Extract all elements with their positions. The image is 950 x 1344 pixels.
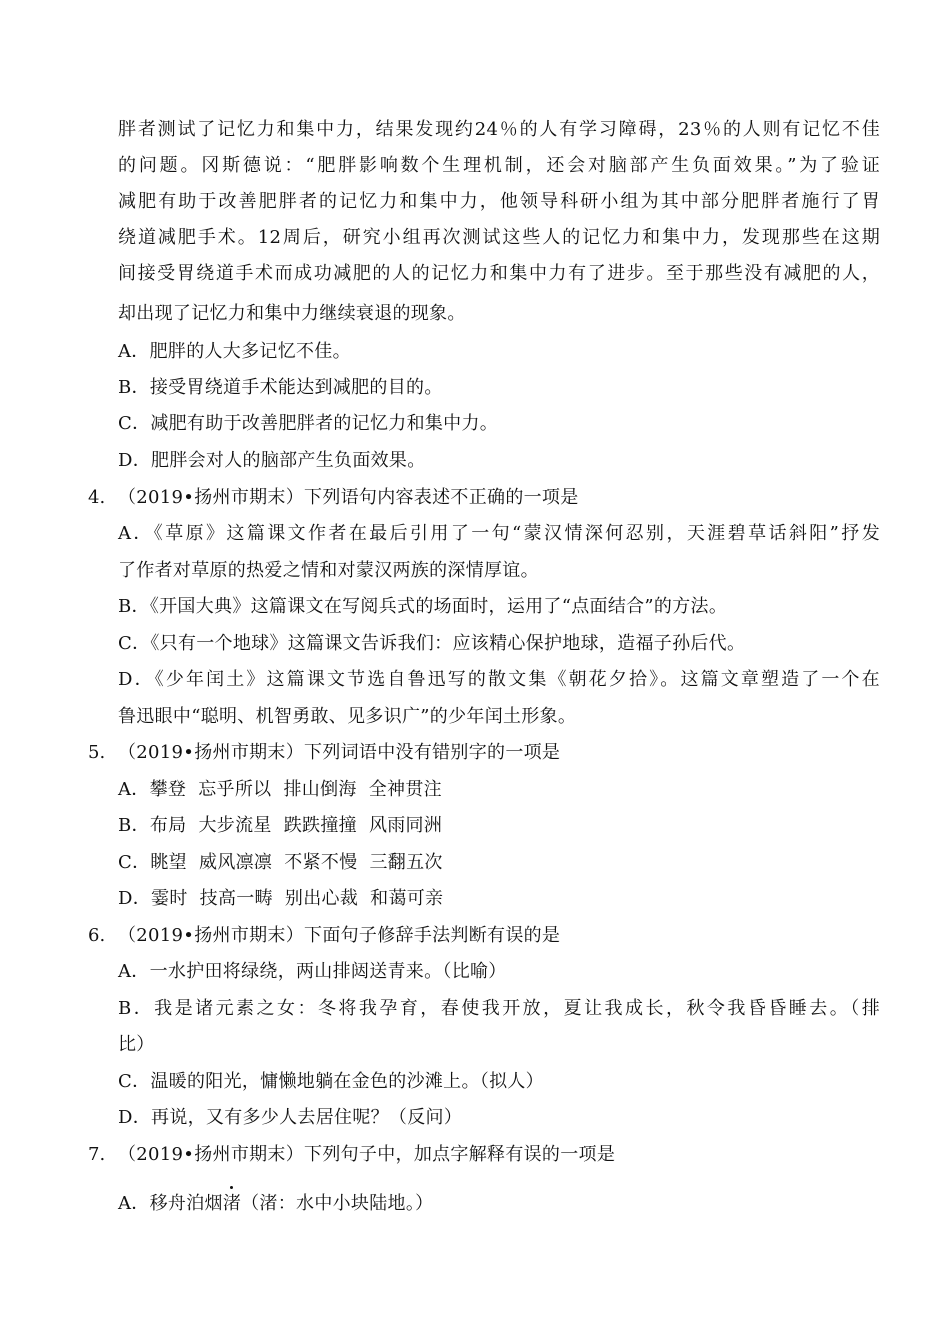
q5-number: 5.: [88, 742, 106, 763]
q6-option-b: B．我是诸元素之女：冬将我孕育，春使我开放，夏让我成长，秋令我昏昏睡去。（排: [118, 998, 880, 1019]
q6-number: 6.: [88, 925, 106, 946]
q3-option-b: B．接受胃绕道手术能达到减肥的目的。: [118, 377, 443, 398]
q6-option-a: A．一水护田将绿绕，两山排闼送青来。（比喻）: [118, 961, 507, 982]
passage-line: 间接受胃绕道手术而成功减肥的人的记忆力和集中力有了进步。至于那些没有减肥的人，: [118, 263, 880, 284]
q5-option-b: B．布局 大步流星 跌跌撞撞 风雨同洲: [118, 815, 443, 836]
q3-option-c: C．减肥有助于改善肥胖者的记忆力和集中力。: [118, 413, 499, 434]
q5-option-d: D．霎时 技高一畴 别出心裁 和蔼可亲: [118, 888, 444, 909]
passage-line: 却出现了记忆力和集中力继续衰退的现象。: [118, 303, 466, 324]
q3-option-d: D．肥胖会对人的脑部产生负面效果。: [118, 450, 426, 471]
q7-option-a-prefix: A．移舟泊烟: [118, 1193, 223, 1214]
passage-line: 胖者测试了记忆力和集中力，结果发现约24％的人有学习障碍，23％的人则有记忆不佳: [118, 119, 880, 140]
q4-stem: （2019•扬州市期末）下列语句内容表述不正确的一项是: [118, 487, 579, 508]
q3-option-a: A．肥胖的人大多记忆不佳。: [118, 341, 351, 362]
q4-option-d-cont: 鲁迅眼中“聪明、机智勇敢、见多识广”的少年闰土形象。: [118, 706, 577, 727]
passage-line: 绕道减肥手术。12周后，研究小组再次测试这些人的记忆力和集中力，发现那些在这期: [118, 227, 880, 248]
q7-option-a: [118, 1192, 433, 1216]
q5-stem: （2019•扬州市期末）下列词语中没有错别字的一项是: [118, 742, 561, 763]
passage-line: 减肥有助于改善肥胖者的记忆力和集中力，他领导科研小组为其中部分肥胖者施行了胃: [118, 191, 880, 212]
q4-number: 4.: [88, 487, 106, 508]
q7-option-a-suffix: （渚：水中小块陆地。）: [241, 1193, 434, 1214]
q5-option-a: A．攀登 忘乎所以 排山倒海 全神贯注: [118, 779, 442, 800]
dotted-character: 渚: [222, 1193, 242, 1214]
q5-option-c: C．眺望 威风凛凛 不紧不慢 三翻五次: [118, 852, 443, 873]
q7-number: 7.: [88, 1144, 106, 1165]
q6-option-c: C．温暖的阳光，慵懒地躺在金色的沙滩上。（拟人）: [118, 1071, 544, 1092]
q7-stem: （2019•扬州市期末）下列句子中，加点字解释有误的一项是: [118, 1144, 616, 1165]
passage-line: 的问题。冈斯德说：“肥胖影响数个生理机制，还会对脑部产生负面效果。”为了验证: [118, 155, 880, 176]
q6-option-b-cont: 比）: [118, 1034, 155, 1055]
q6-option-d: D．再说，又有多少人去居住呢？（反问）: [118, 1107, 463, 1128]
q4-option-b: B．《开国大典》这篇课文在写阅兵式的场面时，运用了“点面结合”的方法。: [118, 596, 728, 617]
q6-stem: （2019•扬州市期末）下面句子修辞手法判断有误的是: [118, 925, 561, 946]
q4-option-c: C．《只有一个地球》这篇课文告诉我们：应该精心保护地球，造福子孙后代。: [118, 633, 746, 654]
q4-option-a-cont: 了作者对草原的热爱之情和对蒙汉两族的深情厚谊。: [118, 560, 539, 581]
q4-option-a: A．《草原》这篇课文作者在最后引用了一句“蒙汉情深何忍别，天涯碧草话斜阳”抒发: [118, 523, 880, 544]
q4-option-d: D．《少年闰土》这篇课文节选自鲁迅写的散文集《朝花夕拾》。这篇文章塑造了一个在: [118, 669, 880, 690]
